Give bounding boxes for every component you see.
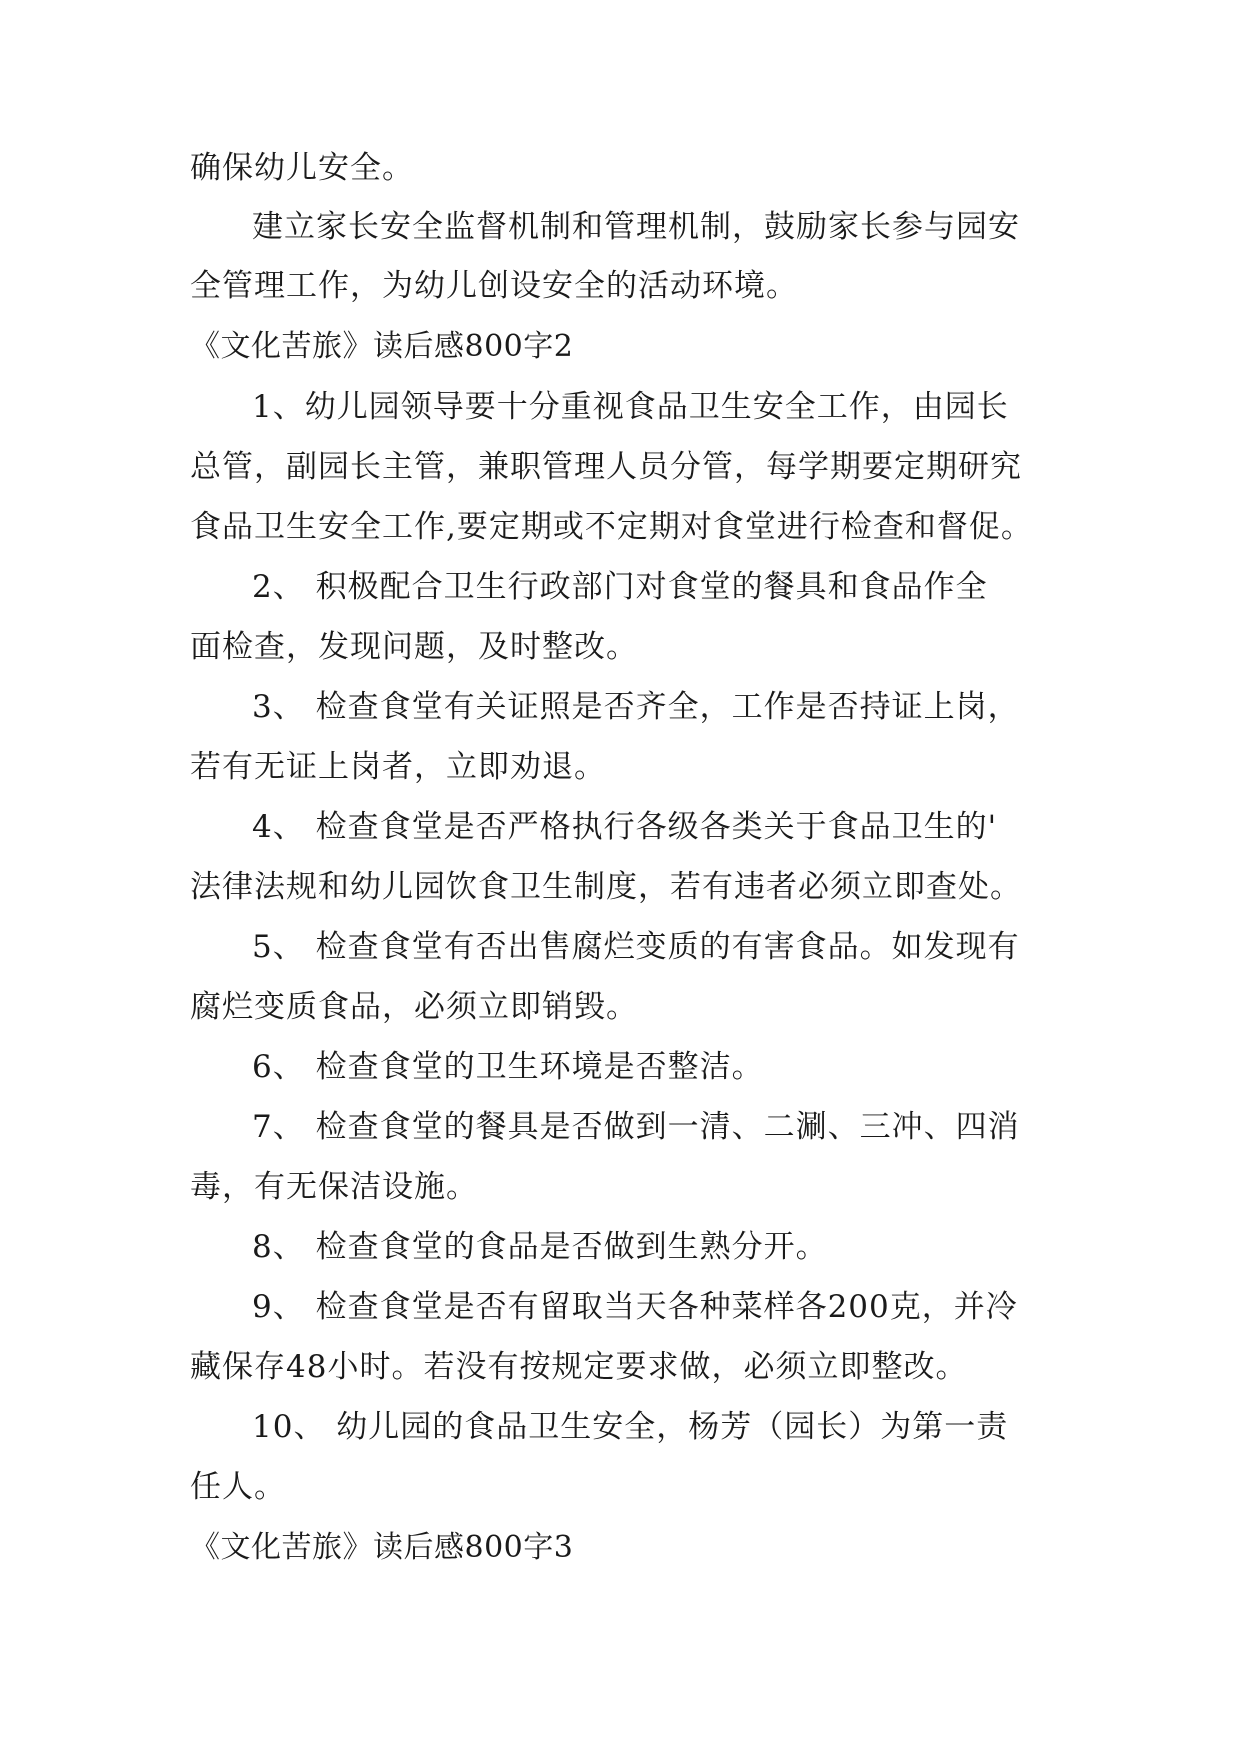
paragraph-line: 藏保存48小时。若没有按规定要求做，必须立即整改。 xyxy=(190,1349,968,1385)
paragraph-line: 腐烂变质食品，必须立即销毁。 xyxy=(190,989,638,1025)
paragraph-line: 建立家长安全监督机制和管理机制，鼓励家长参与园安 xyxy=(252,209,1020,245)
paragraph-line: 8、 检查食堂的食品是否做到生熟分开。 xyxy=(252,1229,828,1265)
paragraph-line: 任人。 xyxy=(190,1469,286,1505)
paragraph-line: 10、 幼儿园的食品卫生安全，杨芳（园长）为第一责 xyxy=(252,1409,1009,1445)
section-heading: 《文化苦旅》读后感800字3 xyxy=(190,1530,574,1565)
paragraph-line: 面检查，发现问题，及时整改。 xyxy=(190,629,638,665)
paragraph-line: 9、 检查食堂是否有留取当天各种菜样各200克，并冷 xyxy=(252,1289,1018,1325)
paragraph-line: 1、幼儿园领导要十分重视食品卫生安全工作，由园长 xyxy=(252,389,1009,425)
paragraph-line: 确保幼儿安全。 xyxy=(190,150,414,186)
paragraph-line: 6、 检查食堂的卫生环境是否整洁。 xyxy=(252,1049,764,1085)
paragraph-line: 毒，有无保洁设施。 xyxy=(190,1169,478,1205)
paragraph-line: 7、 检查食堂的餐具是否做到一清、二涮、三冲、四消 xyxy=(252,1109,1020,1145)
paragraph-line: 法律法规和幼儿园饮食卫生制度，若有违者必须立即查处。 xyxy=(190,869,1022,905)
paragraph-line: 总管，副园长主管，兼职管理人员分管，每学期要定期研究 xyxy=(190,449,1022,485)
paragraph-line: 食品卫生安全工作,要定期或不定期对食堂进行检查和督促。 xyxy=(190,509,1033,545)
paragraph-line: 5、 检查食堂有否出售腐烂变质的有害食品。如发现有 xyxy=(252,929,1020,965)
paragraph-line: 全管理工作，为幼儿创设安全的活动环境。 xyxy=(190,268,798,304)
paragraph-line: 3、 检查食堂有关证照是否齐全，工作是否持证上岗， xyxy=(252,689,1020,725)
section-heading: 《文化苦旅》读后感800字2 xyxy=(190,329,574,364)
paragraph-line: 2、 积极配合卫生行政部门对食堂的餐具和食品作全 xyxy=(252,569,988,605)
paragraph-line: 若有无证上岗者，立即劝退。 xyxy=(190,749,606,785)
paragraph-line: 4、 检查食堂是否严格执行各级各类关于食品卫生的' xyxy=(252,809,998,845)
